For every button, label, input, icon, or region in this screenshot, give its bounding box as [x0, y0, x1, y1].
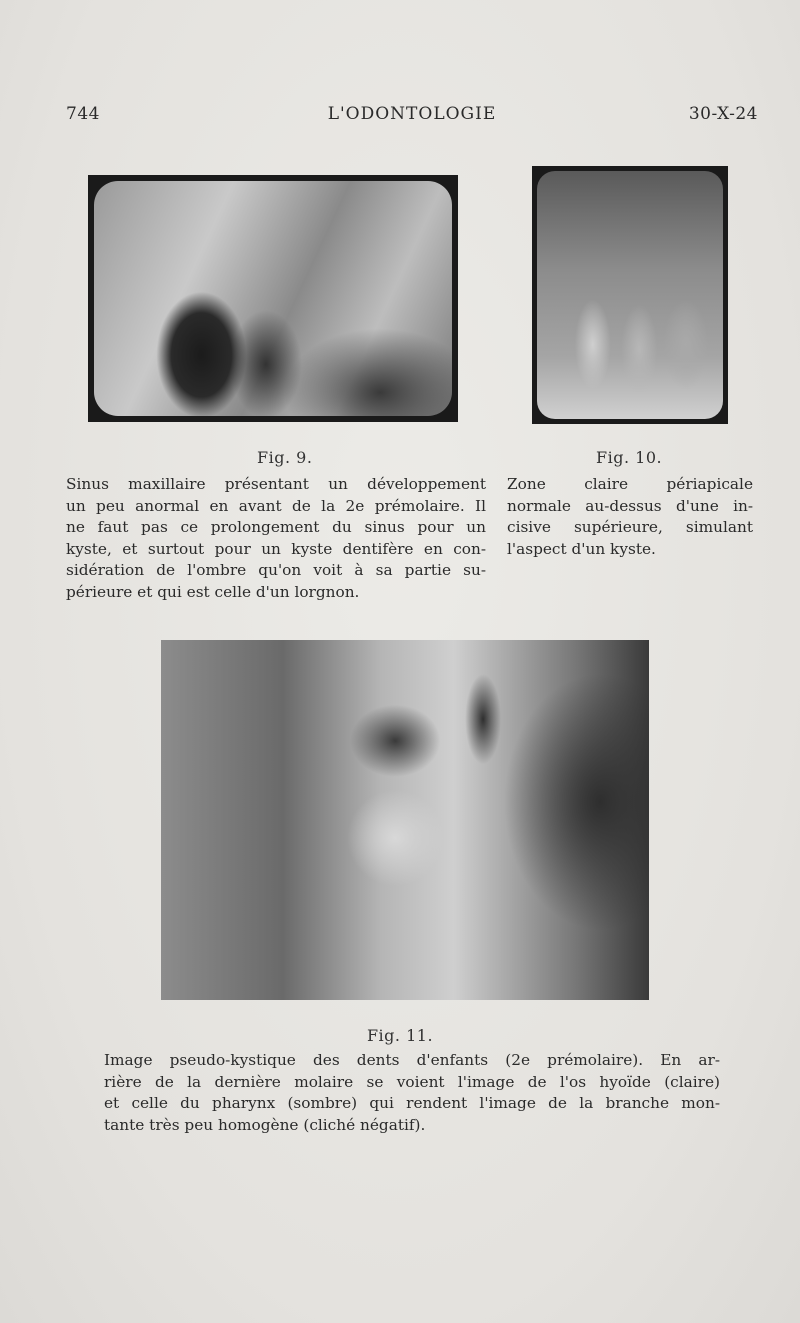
caption-line: Sinus maxillaire présentant un développement — [66, 475, 486, 493]
journal-title: L'ODONTOLOGIE — [327, 104, 497, 124]
figure-9-label: Fig. 9. — [257, 448, 313, 467]
caption-line: et celle du pharynx (sombre) qui rendent l'image de la branche mon- — [104, 1094, 720, 1112]
caption-line: cisive supérieure, simulant — [507, 518, 753, 536]
caption-line: ne faut pas ce prolongement du sinus pour un — [66, 518, 486, 536]
figure-10-label: Fig. 10. — [596, 448, 663, 467]
figure-9-radiograph — [88, 175, 458, 422]
page-number: 744 — [66, 104, 100, 124]
figure-10-radiograph — [532, 166, 728, 424]
caption-line: un peu anormal en avant de la 2e prémolaire. Il — [66, 496, 486, 515]
running-header — [66, 104, 758, 130]
caption-line: normale au-dessus d'une in- — [507, 496, 753, 515]
caption-line: sidération de l'ombre qu'on voit à sa partie su- — [66, 561, 486, 579]
figure-9-caption — [66, 474, 486, 603]
issue-date: 30-X-24 — [688, 104, 758, 124]
caption-line: kyste, et surtout pour un kyste dentifère en con- — [66, 539, 486, 558]
figure-10-image — [537, 171, 723, 419]
figure-11-radiograph — [161, 640, 649, 1000]
figure-10-caption — [507, 474, 753, 560]
caption-line: Zone claire périapicale — [507, 475, 753, 493]
caption-line: Image pseudo-kystique des dents d'enfants (2e prémolaire). En ar- — [104, 1051, 720, 1069]
caption-line: périeure et qui est celle d'un lorgnon. — [66, 582, 360, 601]
caption-line: tante très peu homogène (cliché négatif). — [104, 1115, 426, 1134]
caption-line: l'aspect d'un kyste. — [507, 539, 656, 558]
figure-11-caption — [104, 1050, 720, 1136]
caption-line: rière de la dernière molaire se voient l'image de l'os hyoïde (claire) — [104, 1072, 720, 1091]
figure-11-label: Fig. 11. — [366, 1026, 434, 1045]
figure-9-image — [94, 181, 452, 416]
figure-11-image — [161, 640, 649, 1000]
